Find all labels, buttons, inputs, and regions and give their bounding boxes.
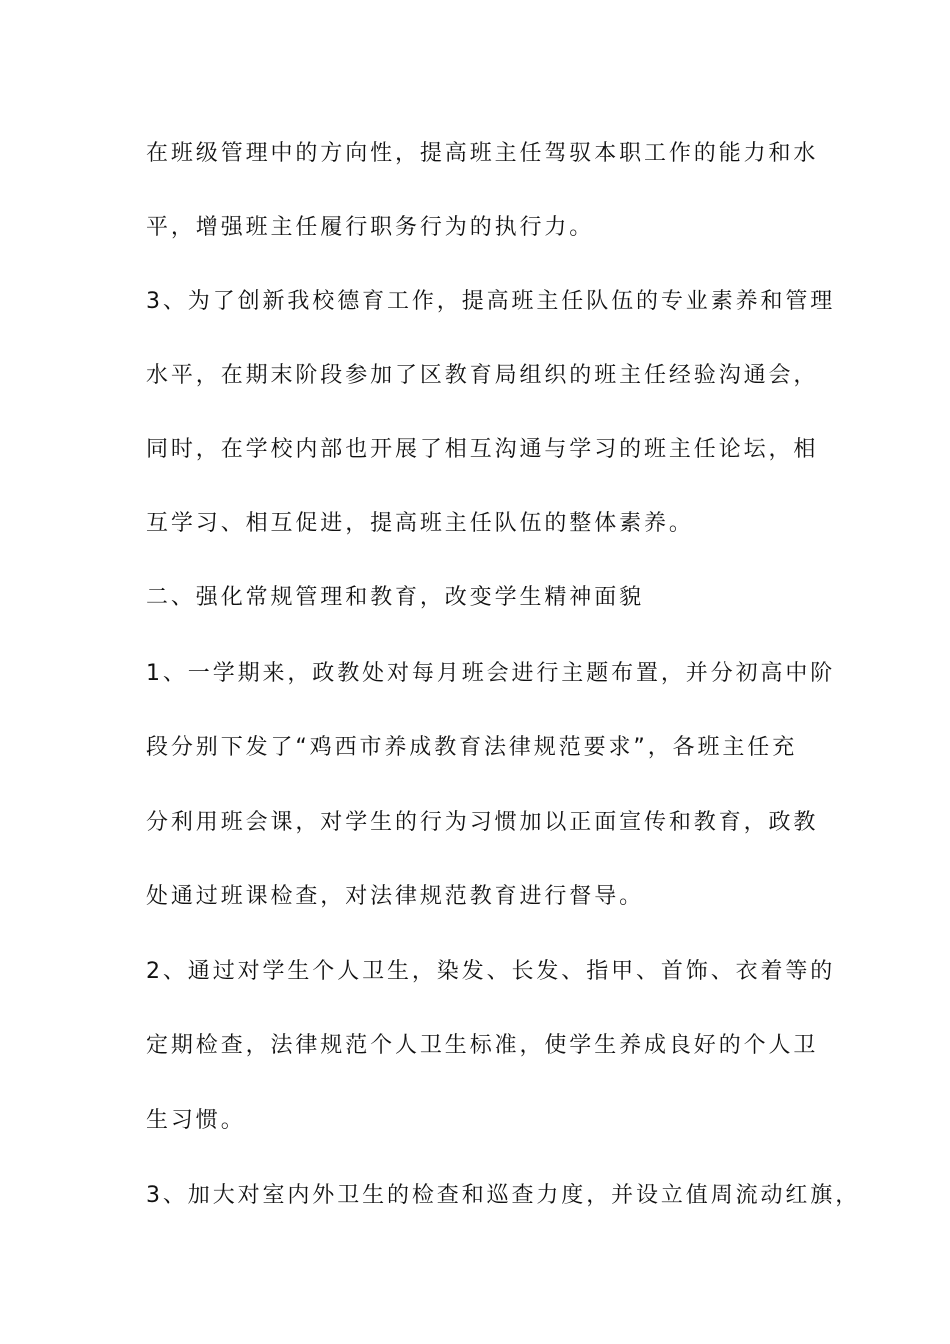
section-heading: 二、强化常规管理和教育，改变学生精神面貌 (146, 585, 645, 610)
text-line-14: 生习惯。 (146, 1108, 246, 1133)
text-line-1: 在班级管理中的方向性，提高班主任驾驭本职工作的能力和水 (146, 141, 819, 166)
text-line-4: 水平，在期末阶段参加了区教育局组织的班主任经验沟通会， (146, 363, 819, 388)
text-line-11: 处通过班课检查，对法律规范教育进行督导。 (146, 884, 645, 909)
text-line-5: 同时，在学校内部也开展了相互沟通与学习的班主任论坛，相 (146, 437, 819, 462)
text-line-3: 3、为了创新我校德育工作，提高班主任队伍的专业素养和管理 (146, 289, 836, 314)
text-line-10: 分利用班会课，对学生的行为习惯加以正面宣传和教育，政教 (146, 810, 819, 835)
text-line-13: 定期检查，法律规范个人卫生标准，使学生养成良好的个人卫 (146, 1033, 819, 1058)
text-line-2: 平，增强班主任履行职务行为的执行力。 (146, 215, 595, 240)
text-line-15: 3、加大对室内外卫生的检查和巡查力度，并设立值周流动红旗， (146, 1183, 861, 1208)
text-line-9: 段分别下发了“鸡西市养成教育法律规范要求”，各班主任充 (146, 735, 798, 760)
text-line-6: 互学习、相互促进，提高班主任队伍的整体素养。 (146, 511, 694, 536)
text-line-12: 2、通过对学生个人卫生，染发、长发、指甲、首饰、衣着等的 (146, 959, 836, 984)
text-line-8: 1、一学期来，政教处对每月班会进行主题布置，并分初高中阶 (146, 661, 836, 686)
